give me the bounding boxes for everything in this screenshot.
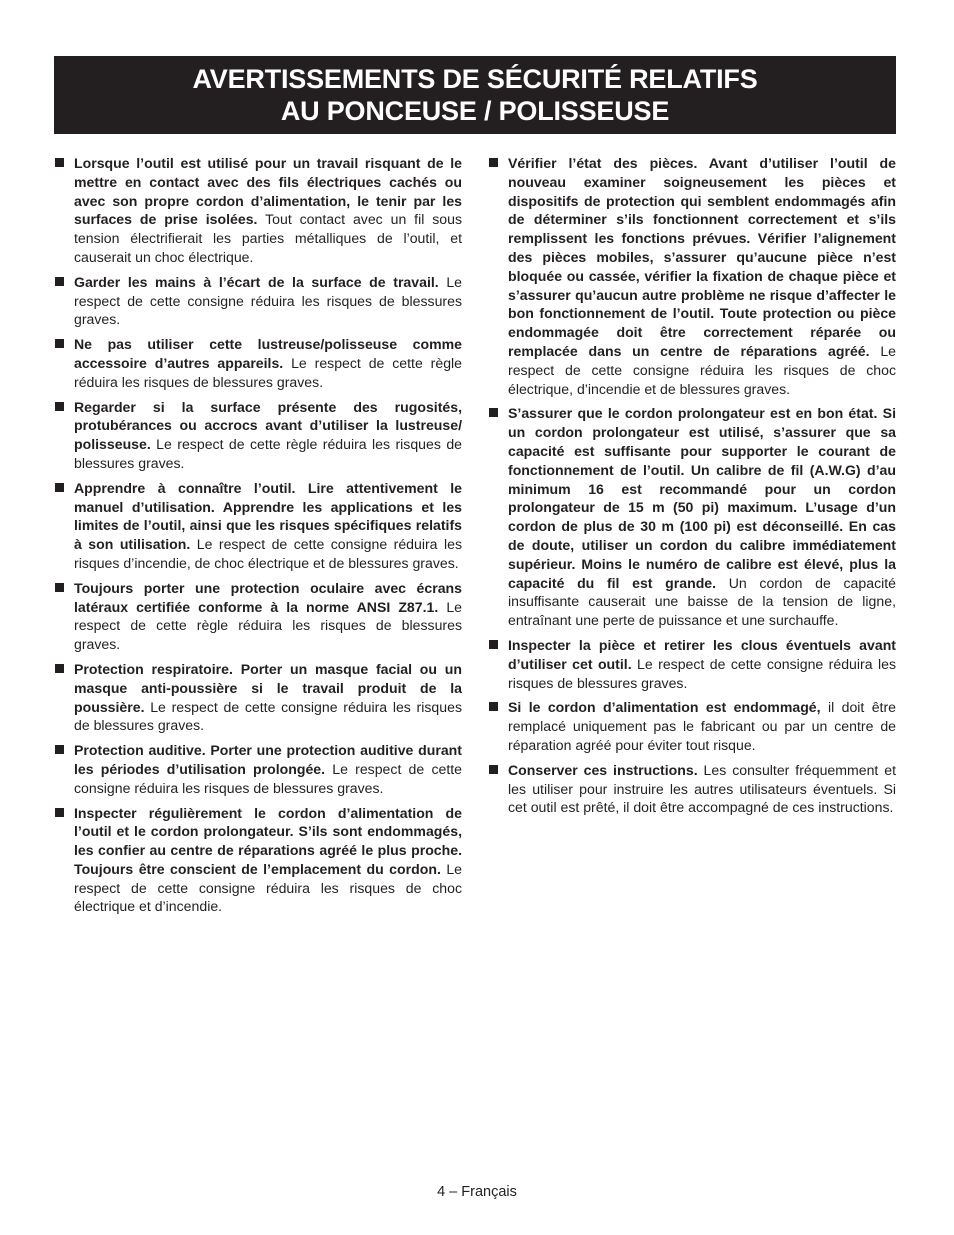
warning-bold-text: Conserver ces instructions.: [508, 761, 698, 778]
warning-item: [54, 741, 462, 797]
warning-bold-text: Si le cordon d’alimentation est endommagé,: [508, 699, 821, 716]
square-bullet-icon: [489, 158, 498, 167]
warning-bold-text: Garder les mains à l’écart de la surface de travail.: [74, 273, 439, 290]
warning-item: [54, 154, 462, 267]
warning-text: il doit être remplacé uniquement pas le fabricant ou par un centre de réparation agréé pour éviter tout risque.: [508, 699, 896, 753]
warning-item: [54, 273, 462, 329]
warning-text: Le respect de cette consigne réduira les risques d’incendie, de choc électrique et de blessures graves.: [74, 536, 462, 571]
warning-text: Le respect de cette règle réduira les risques de blessures graves.: [74, 436, 462, 471]
warning-item: [54, 479, 462, 573]
warning-text: Un cordon de capacité insuffisante causerait une baisse de la tension de ligne, entraînant une perte de puissance et une surchauffe.: [508, 574, 896, 629]
warning-item: [54, 398, 462, 473]
square-bullet-icon: [55, 339, 64, 348]
square-bullet-icon: [489, 702, 498, 711]
warning-item: [488, 404, 896, 630]
warning-item: [488, 154, 896, 398]
warning-text: Le respect de cette consigne réduira les risques de blessures graves.: [74, 273, 462, 328]
warning-item: [488, 698, 896, 754]
warning-text: Le respect de cette consigne réduira les risques de blessures graves.: [508, 655, 896, 691]
warning-bold-text: Ne pas utiliser cette lustreuse/polisseuse comme accessoire d’autres appareils.: [74, 336, 462, 371]
square-bullet-icon: [489, 640, 498, 649]
warning-bold-text: Toujours porter une protection oculaire avec écrans latéraux certifiée conforme à la norme ANSI Z87.1.: [74, 579, 462, 615]
page-title-banner: [54, 56, 896, 134]
page-title-line-2: AU PONCEUSE / POLISSEUSE: [280, 96, 670, 126]
warning-bold-text: S’assurer que le cordon prolongateur est en bon état. Si un cordon prolongateur est utilisé, s’assurer que sa capacité est suffisante pour supporter le courant de fonctionnement de l’outil. Un calibre de fil (A.W.G) d’au minimum 16 est recommandé pour un cordon prolongateur de 15 m (50 pi) maximum. L’usage d’un cordon de plus de 30 m (100 pi) est déconseillé. En cas de doute, utiliser un cordon du calibre immédiatement supérieur. Moins le numéro de calibre est élevé, plus la capacité du fil est grande.: [508, 405, 896, 591]
square-bullet-icon: [55, 402, 64, 411]
warning-item: [54, 579, 462, 654]
warning-text: Tout contact avec un fil sous tension électrifierait les parties métalliques de l’outil, et causerait un choc électrique.: [74, 211, 462, 265]
square-bullet-icon: [55, 583, 64, 592]
warning-text: Le respect de cette consigne réduira les risques de choc électrique et d’incendie.: [74, 860, 462, 915]
square-bullet-icon: [55, 483, 64, 492]
warning-bold-text: Vérifier l’état des pièces. Avant d’utiliser l’outil de nouveau examiner soigneusement les pièces et dispositifs de protection qui semblent endommagés afin de déterminer s’ils fonctionnent correctement et s’ils remplissent les fonctions prévues. Vérifier l’alignement des pièces mobiles, s’assurer qu’aucune pièce n’est bloquée ou cassée, vérifier la fixation de chaque pièce et s’assurer qu’aucun autre problème ne risque d’affecter le bon fonctionnement de l’outil. Toute protection ou pièce endommagée doit être correctement réparée ou remplacée dans un centre de réparations agréé.: [508, 155, 896, 359]
warning-text: Le respect de cette consigne réduira les risques de blessures graves.: [74, 760, 462, 796]
warning-bold-text: Inspecter la pièce et retirer les clous éventuels avant d’utiliser cet outil.: [508, 636, 896, 672]
warning-bold-text: Protection auditive. Porter une protection auditive durant les périodes d’utilisation prolongée.: [74, 742, 462, 777]
left-column: [54, 154, 462, 922]
right-column: [488, 154, 896, 823]
warning-item: [488, 636, 896, 692]
warning-item: [54, 660, 462, 735]
warning-bold-text: Lorsque l’outil est utilisé pour un travail risquant de le mettre en contact avec des fils électriques cachés ou avec son propre cordon d’alimentation, le tenir par les surfaces de prise isolées.: [74, 155, 462, 228]
square-bullet-icon: [55, 664, 64, 673]
square-bullet-icon: [55, 277, 64, 286]
square-bullet-icon: [489, 408, 498, 417]
warning-item: [488, 761, 896, 817]
warning-bold-text: Regarder si la surface présente des rugosités, protubérances ou accrocs avant d’utiliser la lustreuse/ polisseuse.: [74, 398, 462, 453]
page-footer: 4 – Français: [437, 1184, 517, 1200]
warning-item: [54, 804, 462, 917]
warning-bold-text: Protection respiratoire. Porter un masque facial ou un masque anti-poussière si le travail produit de la poussière.: [74, 660, 462, 715]
warning-text: Le respect de cette règle réduira les risques de blessures graves.: [74, 354, 462, 390]
warning-text: Le respect de cette consigne réduira les risques de choc électrique, d’incendie et de blessures graves.: [508, 342, 897, 397]
square-bullet-icon: [55, 745, 64, 754]
square-bullet-icon: [489, 765, 498, 774]
warning-text: Le respect de cette consigne réduira les risques de blessures graves.: [74, 698, 462, 734]
warning-bold-text: Apprendre à connaître l’outil. Lire attentivement le manuel d’utilisation. Apprendre les applications et les limites de l’outil, ainsi que les risques spécifiques relatifs à son utilisation.: [74, 479, 462, 553]
warning-text: Le respect de cette règle réduira les risques de blessures graves.: [74, 598, 463, 653]
warning-bold-text: Inspecter régulièrement le cordon d’alimentation de l’outil et le cordon prolongateur. S’ils sont endommagés, les confier au centre de réparations agréé le plus proche. Toujours être conscient de l’emplacement du cordon.: [74, 804, 462, 877]
page-title-line-1: AVERTISSEMENTS DE SÉCURITÉ RELATIFS: [192, 64, 758, 94]
warning-item: [54, 335, 462, 391]
square-bullet-icon: [55, 158, 64, 167]
warning-text: Les consulter fréquemment et les utiliser pour instruire les autres utilisateurs éventuels. Si cet outil est prêté, il doit être accompagné de ces instructions.: [508, 761, 896, 816]
square-bullet-icon: [55, 808, 64, 817]
